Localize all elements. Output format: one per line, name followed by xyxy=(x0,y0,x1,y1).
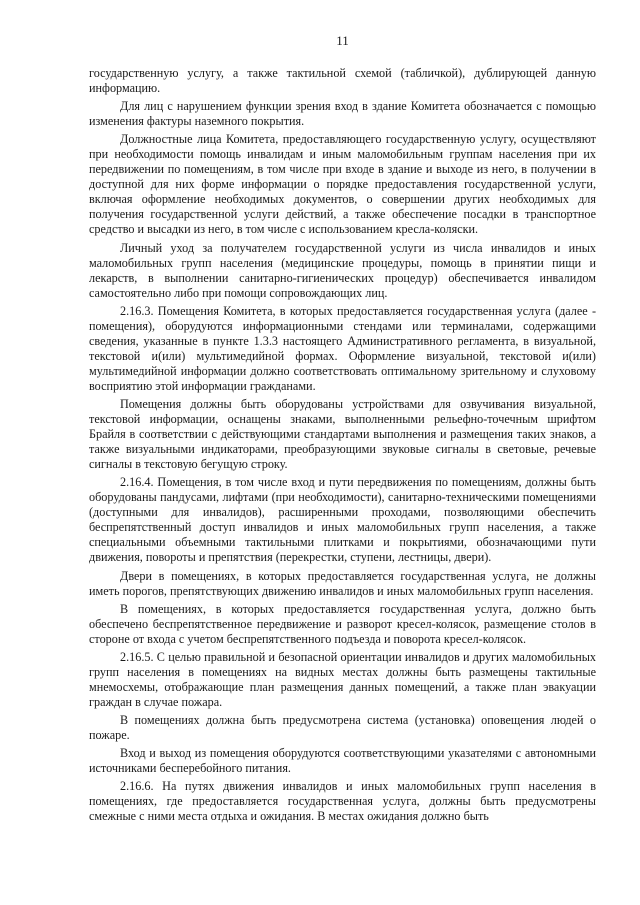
paragraph-1: государственную услугу, а также тактильной схемой (табличкой), дублирующей данную информацию. xyxy=(89,66,596,96)
paragraph-8: Двери в помещениях, в которых предоставляется государственная услуга, не должны иметь порогов, препятствующих движению инвалидов и иных маломобильных групп населения. xyxy=(89,568,596,598)
paragraph-10: 2.16.5. С целью правильной и безопасной ориентации инвалидов и других маломобильных групп населения в помещениях на видных местах должны быть размещены тактильные мнемосхемы, отображающие план размещения данных помещений, а также план эвакуации граждан в случае пожара. xyxy=(89,649,596,709)
page-number: 11 xyxy=(336,33,349,48)
paragraph-9: В помещениях, в которых предоставляется государственная услуга, должно быть обеспечено беспрепятственное передвижение и разворот кресел-колясок, размещение столов в стороне от входа с учетом беспрепятственного подъезда и поворота кресел-колясок. xyxy=(89,601,596,646)
paragraph-5: 2.16.3. Помещения Комитета, в которых предоставляется государственная услуга (далее - помещения), оборудуются информационными стендами или терминалами, содержащими сведения, указанные в пункте 1.3.3 настоящего Административного регламента, в визуальной, текстовой и(или) мультимедийной формах. Оформление визуальной, текстовой и(или) мультимедийной информации должно соответствовать оптимальному зрительному и слуховому восприятию этой информации гражданами. xyxy=(89,303,596,393)
paragraph-6: Помещения должны быть оборудованы устройствами для озвучивания визуальной, текстовой информации, оснащены знаками, выполненными рельефно-точечным шрифтом Брайля в соответствии с действующими стандартами выполнения и размещения таких знаков, а также визуальными индикаторами, преобразующими звуковые сигналы в световые, речевые сигналы в текстовую бегущую строку. xyxy=(89,396,596,472)
paragraph-2: Для лиц с нарушением функции зрения вход в здание Комитета обозначается с помощью изменения фактуры наземного покрытия. xyxy=(89,99,596,129)
paragraph-13: 2.16.6. На путях движения инвалидов и иных маломобильных групп населения в помещениях, где предоставляется государственная услуга, должны быть предусмотрены смежные с ними места отдыха и ожидания. В местах ожидания должно быть xyxy=(89,779,596,824)
paragraph-12: Вход и выход из помещения оборудуются соответствующими указателями с автономными источниками бесперебойного питания. xyxy=(89,746,596,776)
paragraph-11: В помещениях должна быть предусмотрена система (установка) оповещения людей о пожаре. xyxy=(89,712,596,742)
paragraph-4: Личный уход за получателем государственной услуги из числа инвалидов и иных маломобильных групп населения (медицинские процедуры, помощь в принятии пищи и лекарств, в выполнении санитарно-гигиенических процедур) обеспечивается инвалидом самостоятельно либо при помощи сопровождающих лиц. xyxy=(89,240,596,300)
paragraph-7: 2.16.4. Помещения, в том числе вход и пути передвижения по помещениям, должны быть оборудованы пандусами, лифтами (при необходимости), санитарно-техническими помещениями (доступными для инвалидов), расширенными проходами, позволяющими обеспечить беспрепятственный доступ инвалидов и иных маломобильных групп населения, а также специальными объемными тактильными плитками и покрытиями, обозначающими пути движения, повороты и препятствия (перекрестки, ступени, лестницы, двери). xyxy=(89,475,596,565)
paragraph-3: Должностные лица Комитета, предоставляющего государственную услугу, осуществляют при необходимости помощь инвалидам и иным маломобильным группам населения при их передвижении по помещениям, в том числе при входе в здание и выходе из него, в получении в доступной для них форме информации о порядке предоставления государственной услуги, включая оформление необходимых документов, о совершении других необходимых для получения государственной услуги действий, а также обеспечение посадки в транспортное средство и высадки из него, в том числе с использованием кресла-коляски. xyxy=(89,132,596,237)
